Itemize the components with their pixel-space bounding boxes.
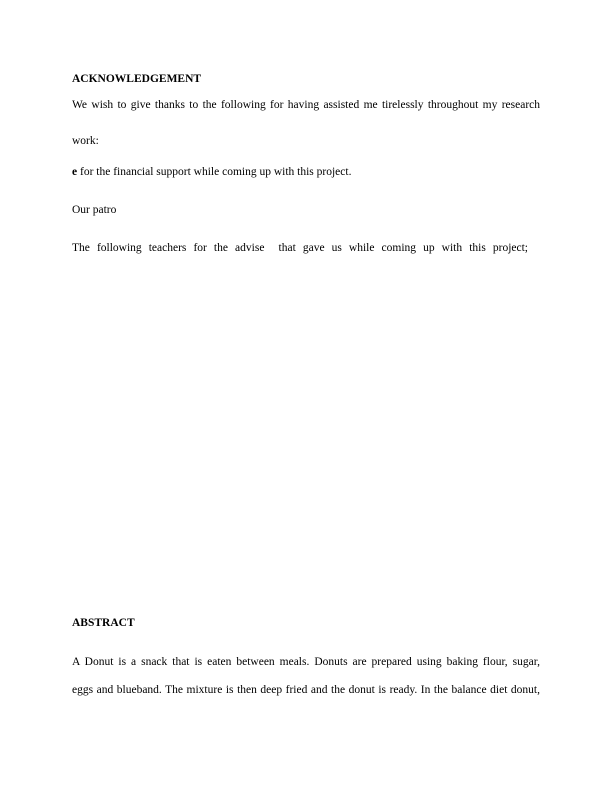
acknowledgement-financial-paragraph — [72, 165, 540, 179]
acknowledgement-intro-line-1: We wish to give thanks to the following for having assisted me tirelessly throughout my research — [72, 99, 540, 111]
financial-text: for the financial support while coming up with this project. — [77, 166, 352, 178]
abstract-heading: ABSTRACT — [72, 617, 135, 629]
acknowledgement-patron-paragraph: Our patro — [72, 204, 117, 216]
financial-prefix: e — [72, 166, 78, 178]
acknowledgement-heading: ACKNOWLEDGEMENT — [72, 73, 202, 85]
acknowledgement-intro-line-2: work: — [72, 135, 99, 147]
abstract-line-1: A Donut is a snack that is eaten between meals. Donuts are prepared using baking flour, sugar, — [72, 656, 540, 668]
acknowledgement-teachers-paragraph: The following teachers for the advise that gave us while coming up with this project; — [72, 242, 528, 254]
abstract-line-2: eggs and blueband. The mixture is then deep fried and the donut is ready. In the balance diet donut, — [72, 684, 540, 696]
